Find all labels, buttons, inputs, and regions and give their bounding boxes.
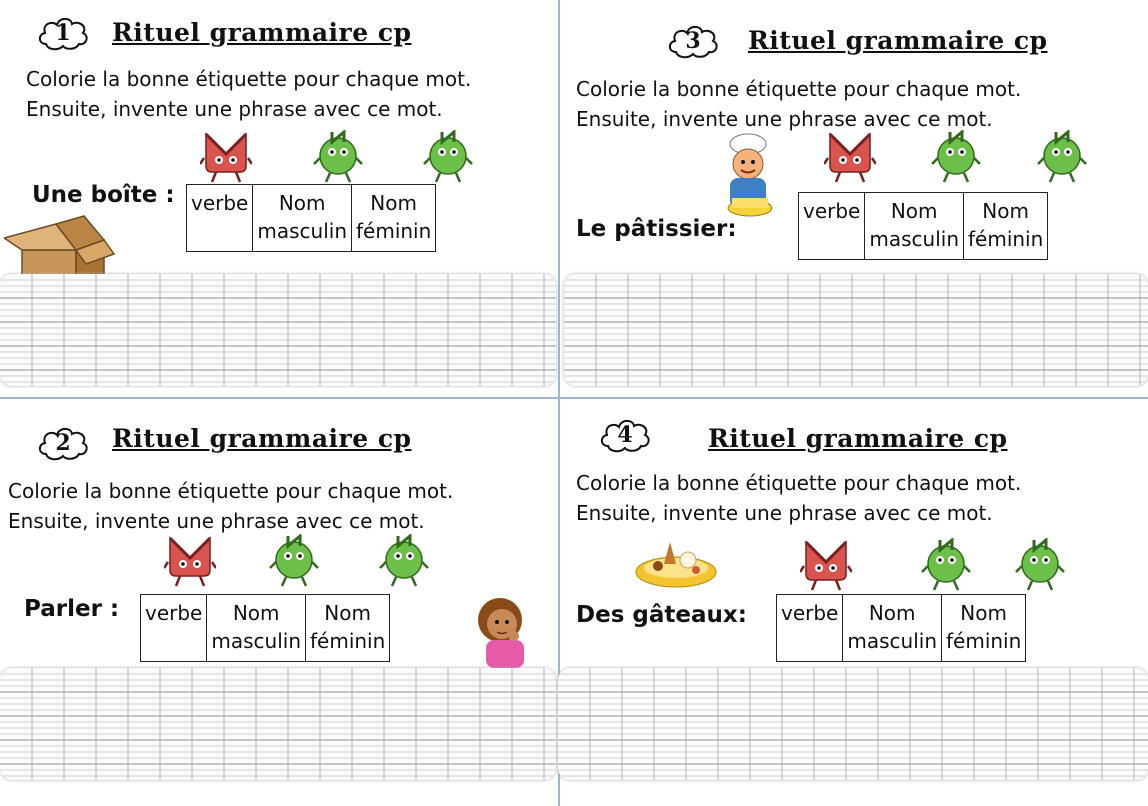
pastry-chef-icon [712,132,786,222]
feminine-noun-label-cell[interactable]: Nom féminin [964,193,1048,260]
number-badge: 3 [666,22,720,60]
noun-creature-icon [268,534,320,588]
card-title: Rituel grammaire cp [708,424,1008,453]
instruction-line-2: Ensuite, invente une phrase avec ce mot. [576,501,993,525]
noun-creature-icon [1014,538,1066,592]
card-title: Rituel grammaire cp [112,424,412,453]
number-badge: 2 [36,424,90,462]
writing-lines[interactable] [564,274,1148,386]
writing-lines[interactable] [558,668,1148,780]
writing-lines[interactable] [0,274,556,386]
noun-creature-icon [920,538,972,592]
target-word: Des gâteaux: [576,602,747,628]
target-word: Une boîte : [32,182,175,208]
horizontal-cut-line [0,397,1148,399]
verb-label-cell[interactable]: verbe [141,595,207,662]
instruction-line-2: Ensuite, invente une phrase avec ce mot. [576,107,993,131]
feminine-noun-label-cell[interactable]: Nom féminin [352,185,436,252]
noun-creature-icon [312,130,364,184]
feminine-noun-label-cell[interactable]: Nom féminin [942,595,1026,662]
card-title: Rituel grammaire cp [112,18,412,47]
target-word: Le pâtissier: [576,216,737,242]
writing-lines[interactable] [0,668,556,780]
masculine-noun-label-cell[interactable]: Nom masculin [253,185,352,252]
label-table [776,594,1026,662]
instruction-line-1: Colorie la bonne étiquette pour chaque mot. [576,471,1022,495]
noun-creature-icon [1036,130,1088,184]
noun-creature-icon [378,534,430,588]
feminine-noun-label-cell[interactable]: Nom féminin [306,595,390,662]
instruction-line-2: Ensuite, invente une phrase avec ce mot. [26,97,443,121]
instruction-line-2: Ensuite, invente une phrase avec ce mot. [8,509,425,533]
instruction-line-1: Colorie la bonne étiquette pour chaque mot. [8,479,454,503]
masculine-noun-label-cell[interactable]: Nom masculin [865,193,964,260]
target-word: Parler : [24,596,120,622]
verb-label-cell[interactable]: verbe [187,185,253,252]
cakes-tray-icon [634,534,718,590]
verb-creature-icon [824,130,876,184]
verb-label-cell[interactable]: verbe [799,193,865,260]
noun-creature-icon [422,130,474,184]
verb-label-cell[interactable]: verbe [777,595,843,662]
noun-creature-icon [930,130,982,184]
number-badge: 1 [36,14,90,52]
verb-creature-icon [164,534,216,588]
number-badge: 4 [598,416,652,454]
masculine-noun-label-cell[interactable]: Nom masculin [843,595,942,662]
label-table [140,594,390,662]
instruction-line-1: Colorie la bonne étiquette pour chaque mot. [576,77,1022,101]
girl-talking-icon [472,594,532,668]
verb-creature-icon [200,130,252,184]
label-table [186,184,436,252]
label-table [798,192,1048,260]
card-title: Rituel grammaire cp [748,26,1048,55]
instruction-line-1: Colorie la bonne étiquette pour chaque mot. [26,67,472,91]
verb-creature-icon [800,538,852,592]
masculine-noun-label-cell[interactable]: Nom masculin [207,595,306,662]
